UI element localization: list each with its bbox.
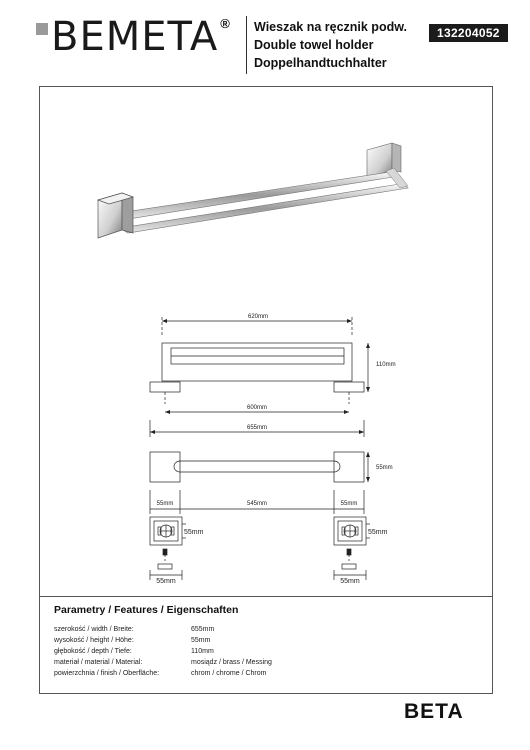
feature-row xyxy=(54,668,272,679)
technical-drawing xyxy=(0,300,530,590)
feature-label: powierzchnia / finish / Oberfläche: xyxy=(54,670,160,677)
series-name: BETA xyxy=(404,700,464,723)
feature-value: 55mm xyxy=(191,637,211,644)
feature-row xyxy=(54,635,272,646)
towel-bars xyxy=(118,168,408,233)
feature-value: 110mm xyxy=(191,648,214,655)
logo-text: BEMETA xyxy=(51,14,219,60)
feature-value: 655mm xyxy=(191,626,215,633)
left-wall-mount xyxy=(98,193,133,238)
dim-110: 110mm xyxy=(376,362,396,368)
feature-label: wysokość / height / Höhe: xyxy=(54,637,134,644)
features-table xyxy=(54,624,272,679)
feature-label: głębokość / depth / Tiefe: xyxy=(54,648,132,655)
feature-value: mosiądz / brass / Messing xyxy=(191,659,272,666)
feature-label: szerokość / width / Breite: xyxy=(54,626,134,633)
mount-detail-right xyxy=(334,517,370,580)
title-english: Double towel holder xyxy=(254,38,374,52)
dim-right-55: 55mm xyxy=(340,501,358,507)
dim-mount-bottom-right: 55mm xyxy=(340,578,360,585)
dim-545: 545mm xyxy=(246,501,268,507)
feature-value: chrom / chrome / Chrom xyxy=(191,670,267,677)
dim-620: 620mm xyxy=(247,314,269,320)
features-divider xyxy=(39,596,493,597)
feature-row xyxy=(54,646,272,657)
top-view xyxy=(150,452,364,482)
dim-600: 600mm xyxy=(246,405,268,411)
dim-depth-55: 55mm xyxy=(376,465,393,471)
mount-detail-left xyxy=(150,517,186,580)
dim-mount-side-right: 55mm xyxy=(368,529,388,536)
dim-mount-bottom-left: 55mm xyxy=(156,578,176,585)
product-code-badge: 132204052 xyxy=(429,24,508,42)
logo-registered-mark: ® xyxy=(220,16,230,31)
title-german: Doppelhandtuchhalter xyxy=(254,56,387,70)
dim-655: 655mm xyxy=(246,425,268,431)
feature-row xyxy=(54,624,272,635)
title-polish: Wieszak na ręcznik podw. xyxy=(254,20,407,34)
feature-row xyxy=(54,657,272,668)
feature-label: materiał / material / Material: xyxy=(54,659,143,666)
front-view xyxy=(150,343,364,404)
product-illustration xyxy=(0,0,530,260)
dim-left-55: 55mm xyxy=(156,501,174,507)
features-title: Parametry / Features / Eigenschaften xyxy=(54,604,239,616)
dim-mount-side-left: 55mm xyxy=(184,529,204,536)
